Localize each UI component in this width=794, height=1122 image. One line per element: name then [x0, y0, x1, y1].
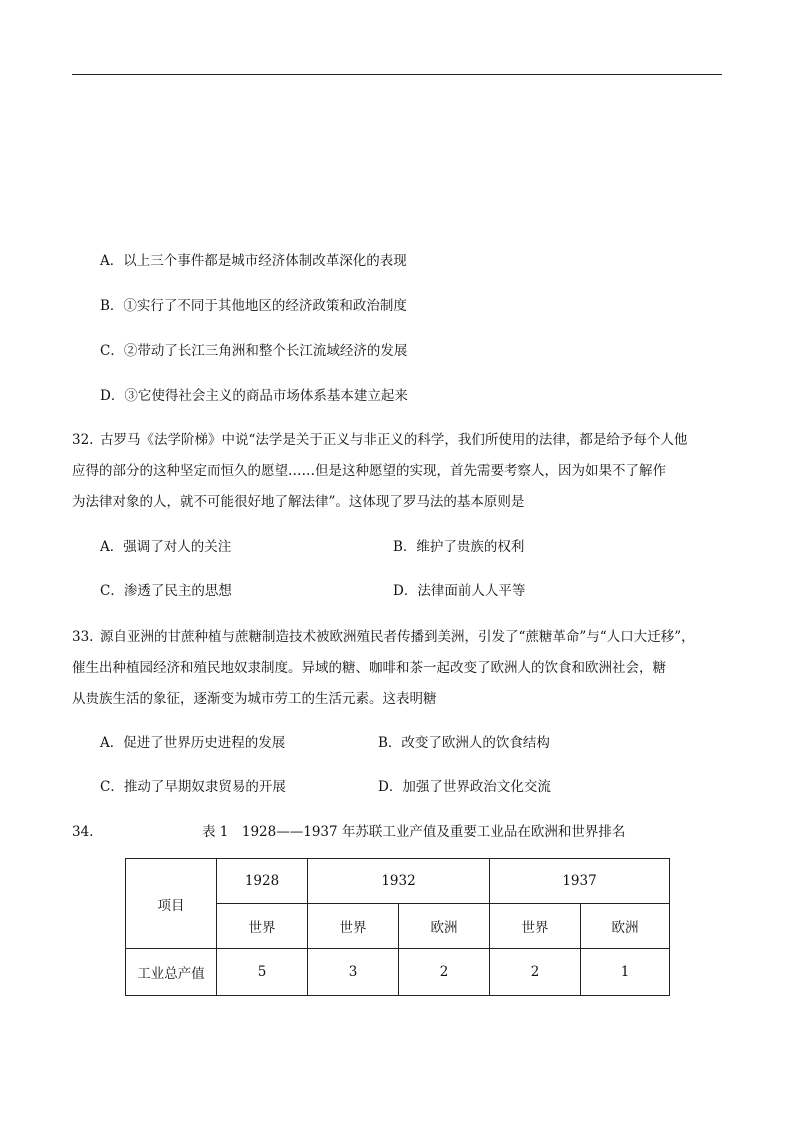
- rank-cell: 1: [581, 949, 670, 996]
- q31-option-a: A．以上三个事件都是城市经济体制改革深化的表现: [100, 253, 407, 269]
- subheader-cell: 欧洲: [581, 904, 670, 949]
- rank-cell: 3: [308, 949, 399, 996]
- rank-cell: 5: [217, 949, 308, 996]
- q33-option-a: A．促进了世界历史进程的发展: [100, 735, 286, 751]
- rank-cell: 2: [490, 949, 581, 996]
- q32-stem-line-3: 为法律对象的人，就不可能很好地了解法律”。这体现了罗马法的基本原则是: [72, 494, 525, 510]
- q32-option-b: B．维护了贵族的权利: [393, 539, 525, 555]
- q32-option-c: C．渗透了民主的思想: [100, 583, 232, 599]
- row-label: 工业总产值: [126, 949, 217, 996]
- header-rule: [72, 74, 722, 75]
- item-header: 项目: [126, 859, 217, 949]
- table-caption: 表 1 1928——1937 年苏联工业产值及重要工业品在欧洲和世界排名: [202, 824, 626, 840]
- q33-option-d: D．加强了世界政治文化交流: [378, 779, 551, 795]
- q32-option-d: D．法律面前人人平等: [393, 583, 526, 599]
- q31-option-d: D．③它使得社会主义的商品市场体系基本建立起来: [100, 388, 408, 404]
- q33-option-c: C．推动了早期奴隶贸易的开展: [100, 779, 286, 795]
- q33-option-b: B．改变了欧洲人的饮食结构: [378, 735, 550, 751]
- subheader-cell: 世界: [490, 904, 581, 949]
- subheader-cell: 世界: [308, 904, 399, 949]
- industry-ranking-table: [125, 858, 670, 996]
- rank-cell: 2: [399, 949, 490, 996]
- subheader-cell: 欧洲: [399, 904, 490, 949]
- year-1932: 1932: [308, 859, 490, 904]
- q33-stem-line-3: 从贵族生活的象征，逐渐变为城市劳工的生活元素。这表明糖: [72, 691, 437, 707]
- table-row: [126, 949, 670, 996]
- q33-stem-line-1: 源自亚洲的甘蔗种植与蔗糖制造技术被欧洲殖民者传播到美洲，引发了“蔗糖革命”与“人口大迁移”，: [100, 629, 695, 645]
- year-1937: 1937: [490, 859, 670, 904]
- year-1928: 1928: [217, 859, 308, 904]
- subheader-cell: 世界: [217, 904, 308, 949]
- q32-number: 32.: [72, 432, 94, 448]
- q34-number: 34.: [72, 824, 94, 840]
- q32-stem-line-2: 应得的部分的这种坚定而恒久的愿望……但是这种愿望的实现，首先需要考察人，因为如果不了解作: [72, 463, 666, 479]
- q33-stem-line-2: 催生出种植园经济和殖民地奴隶制度。异域的糖、咖啡和茶一起改变了欧洲人的饮食和欧洲社会，糖: [72, 660, 666, 676]
- q33-number: 33.: [72, 629, 94, 645]
- q31-option-b: B．①实行了不同于其他地区的经济政策和政治制度: [100, 298, 407, 314]
- q31-option-c: C．②带动了长江三角洲和整个长江流域经济的发展: [100, 343, 408, 359]
- q32-option-a: A．强调了对人的关注: [100, 539, 232, 555]
- q32-stem-line-1: 古罗马《法学阶梯》中说“法学是关于正义与非正义的科学，我们所使用的法律，都是给予每个人他: [100, 432, 688, 448]
